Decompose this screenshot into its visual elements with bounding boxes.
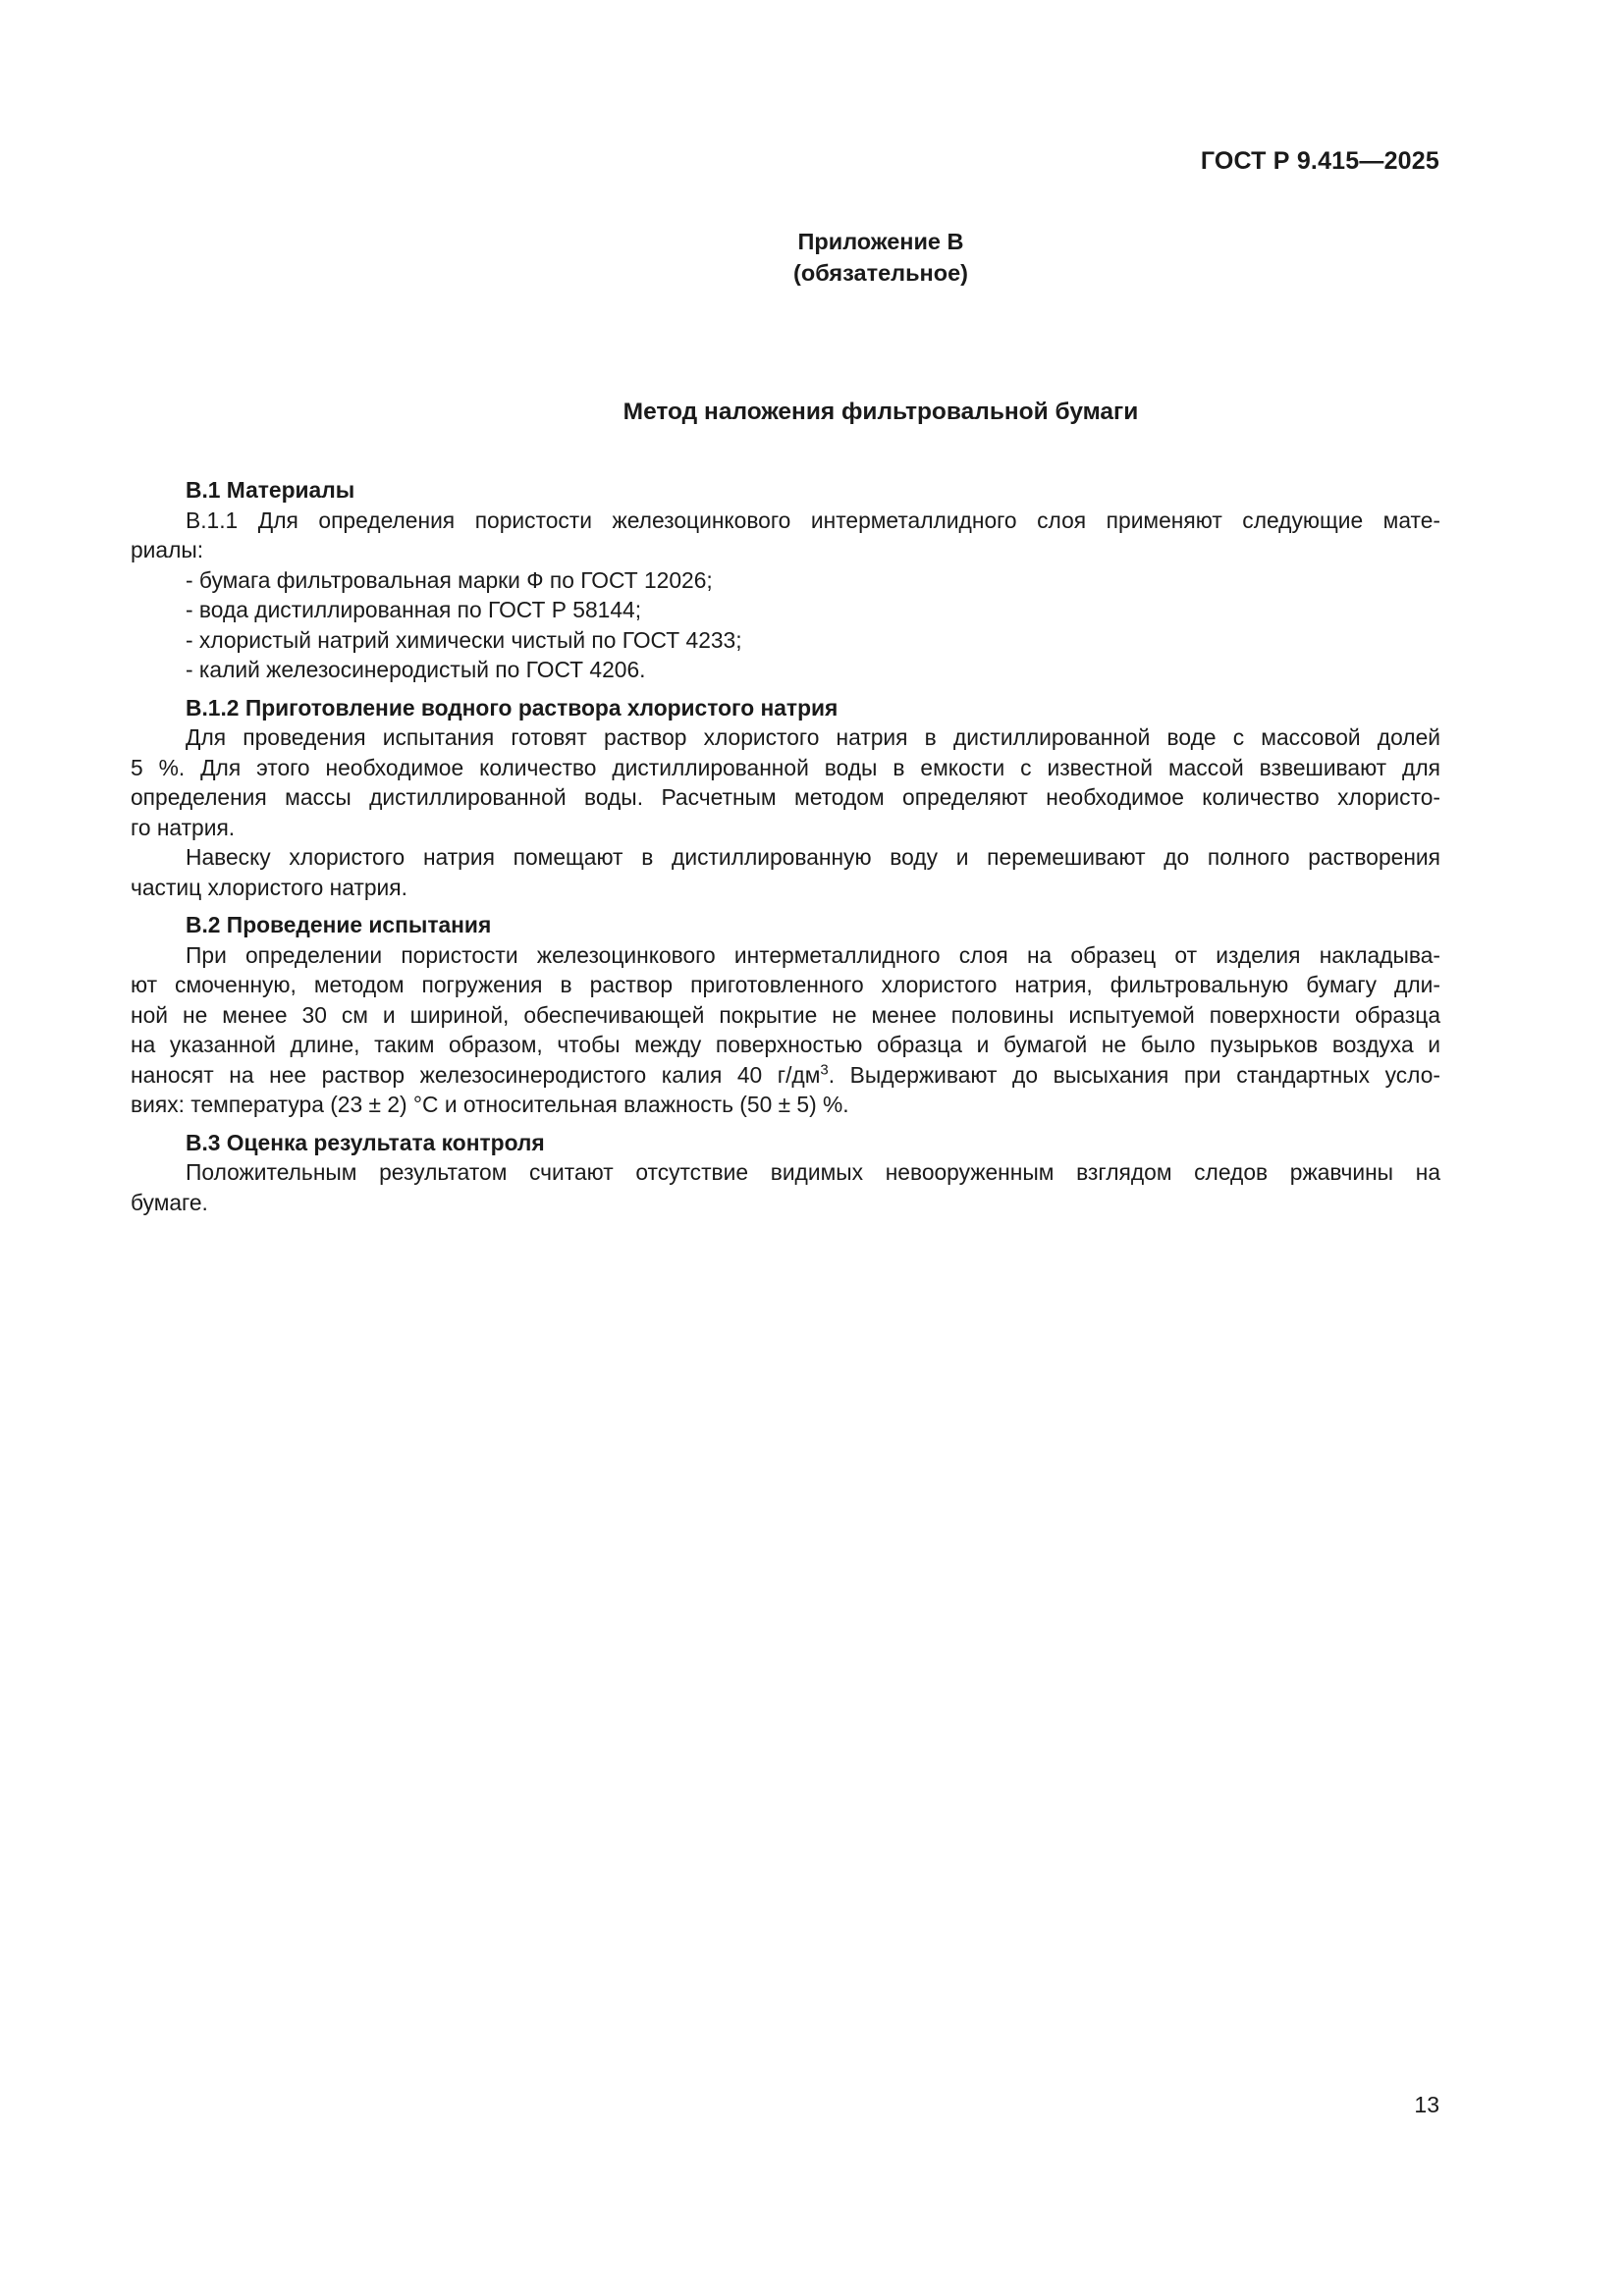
section-b2-paragraph-line: ной не менее 30 см и шириной, обеспечивающей покрытие не менее половины испытуемой поверхности образца [131, 1001, 1440, 1028]
materials-list-item: - вода дистиллированная по ГОСТ Р 58144; [186, 597, 642, 622]
appendix-label: Приложение В [797, 229, 964, 254]
section-b2-paragraph-line: ют смоченную, методом погружения в раствор приготовленного хлористого натрия, фильтровальную бумагу дли- [131, 972, 1440, 997]
materials-list-item: - хлористый натрий химически чистый по ГОСТ 4233; [186, 626, 742, 653]
page-number: 13 [1414, 2092, 1439, 2117]
superscript: 3 [820, 1060, 829, 1078]
materials-list-item: - калий железосинеродистый по ГОСТ 4206. [186, 657, 646, 682]
section-b2-paragraph-line: виях: температура (23 ± 2) °С и относительная влажность (50 ± 5) %. [131, 1092, 849, 1117]
section-b1-paragraph-line: В.1.1 Для определения пористости железоцинкового интерметаллидного слоя применяют следующие мате- [186, 507, 1440, 533]
section-b12-paragraph-line: определения массы дистиллированной воды. Расчетным методом определяют необходимое количество хлористо- [131, 784, 1440, 810]
section-b12-heading: В.1.2 Приготовление водного раствора хлористого натрия [186, 694, 839, 721]
section-b1-paragraph-line: риалы: [131, 537, 204, 562]
section-b2-paragraph-line: на указанной длине, таким образом, чтобы между поверхностью образца и бумагой не было пузырьков воздуха и [131, 1032, 1440, 1057]
materials-list-item: - бумага фильтровальная марки Ф по ГОСТ 12026; [186, 566, 713, 593]
section-b3-paragraph-line: бумаге. [131, 1189, 208, 1215]
section-b12-paragraph-line: Навеску хлористого натрия помещают в дистиллированную воду и перемешивают до полного растворения [186, 844, 1440, 870]
section-b2-heading: В.2 Проведение испытания [186, 912, 492, 937]
section-b3-paragraph-line: Положительным результатом считают отсутствие видимых невооруженным взглядом следов ржавчины на [186, 1159, 1440, 1185]
section-b12-paragraph-line: 5 %. Для этого необходимое количество дистиллированной воды в емкости с известной массой взвешивают для [131, 754, 1440, 780]
section-b12-paragraph-line: Для проведения испытания готовят раствор хлористого натрия в дистиллированной воде с массовой долей [186, 724, 1440, 750]
section-b2-paragraph-line: При определении пористости железоцинкового интерметаллидного слоя на образец от изделия накладыва- [186, 941, 1440, 968]
appendix-status: (обязательное) [793, 260, 968, 286]
text-fragment: наносят на нее раствор железосинеродистого калия 40 г/дм [131, 1061, 821, 1088]
document-code-header: ГОСТ Р 9.415—2025 [1200, 147, 1439, 175]
document-body [131, 475, 1440, 1217]
appendix-title-text: Метод наложения фильтровальной бумаги [623, 399, 1139, 425]
text-fragment: . Выдерживают до высыхания при стандартных усло- [828, 1061, 1440, 1088]
section-b1-heading: В.1 Материалы [186, 477, 355, 503]
appendix-title [0, 399, 1624, 426]
section-b12-paragraph-line: го натрия. [131, 814, 236, 840]
appendix-heading [0, 226, 1624, 289]
section-b12-paragraph-line: частиц хлористого натрия. [131, 874, 407, 900]
section-b2-paragraph-line-with-superscript [131, 1060, 1440, 1091]
section-b3-heading: В.3 Оценка результата контроля [186, 1129, 545, 1155]
